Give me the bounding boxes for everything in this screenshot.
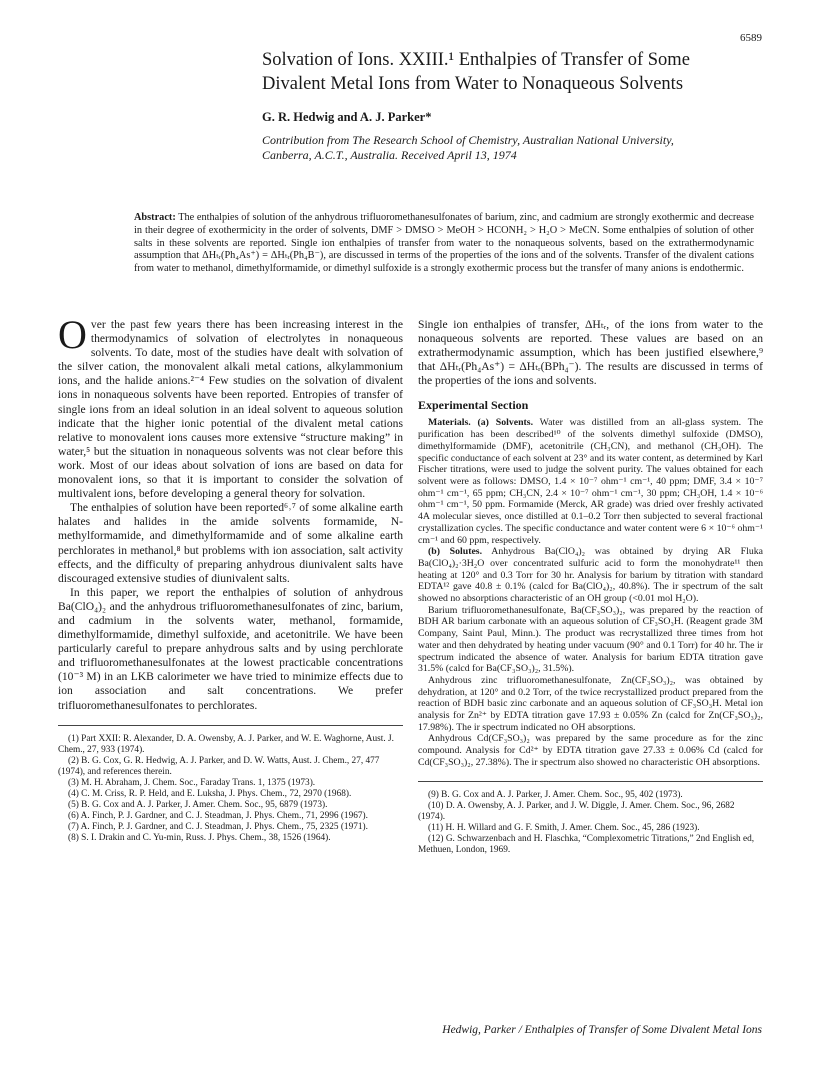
title-block: [262, 48, 762, 163]
running-footer: Hedwig, Parker / Enthalpies of Transfer of Some Divalent Metal Ions: [442, 1024, 762, 1036]
intro-paragraph-2: The enthalpies of solution have been reported⁶˒⁷ of some alkaline earth halates and halides in the amide solvents formamide, N-methylformamide, and dimethylformamide and of some alkaline earth perchlorates in methanol,⁸ but problems with ion association, salt activity effects, and the difficulty of preparing anhydrous diunivalent salts have discouraged extensive studies of diunivalent salts.: [58, 501, 403, 585]
barium-paragraph: Barium trifluoromethanesulfonate, Ba(CF₃SO₃)₂, was prepared by the reaction of BDH AR barium carbonate with an aqueous solution of CF₃SO₃H. (Reagent grade 3M Company, Saint Paul, Minn.). The product was recrystallized three times from hot water and then dehydrated by heating under vacuum (90° and 0.1 Torr) for 40 hr. The ir spectrum indicated the absence of water. Analysis for barium EDTA titration gave 31.5% (calcd for Ba(CF₃SO₃)₂, 31.5%).: [418, 604, 763, 675]
references-right: [418, 781, 763, 856]
affiliation-line-1: Contribution from The Research School of Chemistry, Australian National University,: [262, 133, 674, 147]
reference-item: (5) B. G. Cox and A. J. Parker, J. Amer. Chem. Soc., 95, 6879 (1973).: [68, 799, 328, 810]
authors: G. R. Hedwig and A. J. Parker*: [262, 110, 432, 124]
right-paragraph-1: Single ion enthalpies of transfer, ΔHₜᵣ, of the ions from water to the nonaqueous solvents are reported. These values are based on an extrathermodynamic assumption, which has been justified elsewhere,⁹ that ΔHₜᵣ(Ph₄As⁺) = ΔHₜᵣ(BPh₄⁻). The results are discussed in terms of the properties of the ions and solvents.: [418, 318, 763, 388]
reference-item: (7) A. Finch, P. J. Gardner, and C. J. Steadman, J. Phys. Chem., 75, 2325 (1971).: [68, 821, 368, 832]
affiliation-line-2: Canberra, A.C.T., Australia. Received April 13, 1974: [262, 148, 517, 162]
reference-item: (4) C. M. Criss, R. P. Held, and E. Luksha, J. Phys. Chem., 72, 2970 (1968).: [68, 788, 352, 799]
materials-text: Water was distilled from an all-glass system. The purification has been described¹⁰ of the solvents dimethyl sulfoxide (DMSO), dimethylformamide (DMF), acetonitrile (CH₃CN), and methanol (CH₃OH). The specific conductance of each solvent at 23° and its water content, as determined by Karl Fischer titrations, were used to judge the solvent purity. The values obtained for each solvent were as follows: DMSO, 1.4 × 10⁻⁷ ohm⁻¹ cm⁻¹, 40 ppm; DMF, 3.4 × 10⁻⁷ ohm⁻¹ cm⁻¹, 65 ppm; CH₃CN, 2.4 × 10⁻⁷ ohm⁻¹ cm⁻¹, 30 ppm; CH₃OH, 1.4 × 10⁻⁶ ohm⁻¹ cm⁻¹, 50 ppm. Formamide (Merck, AR grade) was dried over freshly activated 4A molecular sieves, once distilled at 0.1–0.2 Torr then subjected to several fractional crystallization cycles. The specific conductance and water content were 6 × 10⁻⁶ ohm⁻¹ cm⁻¹ and 60 ppm, respectively.: [418, 417, 763, 546]
affiliation: [262, 133, 762, 163]
solutes-subhead: (b) Solutes.: [428, 546, 483, 558]
page-number: 6589: [740, 32, 762, 44]
references-left: [58, 725, 403, 844]
reference-item: (8) S. I. Drakin and C. Yu-min, Russ. J. Phys. Chem., 38, 1526 (1964).: [68, 832, 331, 843]
abstract: [134, 212, 754, 276]
article-title: [262, 48, 762, 96]
left-column: [58, 312, 403, 844]
intro-paragraph-1-text: ver the past few years there has been increasing interest in the thermodynamics of solvation of electrolytes in nonaqueous solvents. To date, most of the studies have dealt with solvation of the silver cation, the monovalent alkali metal cations, alkylammonium ions, and the halide anions.²⁻⁴ Few studies on the solvation of divalent ions in nonaqueous solvents have been reported. Entropies of transfer of single ions from an ideal solution in an ideal solvent to aqueous solution indicate that the higher ionic potential of the divalent metal cations relative to monovalent ions causes more extensive “structure making” in water,⁵ but the situation in nonaqueous solvents was not clear before this work. Most of our ideas about solvation of ions are based on data for monovalent ions, so that it is important to consider the solvation of multivalent ions, before developing a general theory for solvation.: [58, 318, 403, 501]
reference-item: (11) H. H. Willard and G. F. Smith, J. Amer. Chem. Soc., 45, 286 (1923).: [428, 822, 700, 833]
reference-item: (6) A. Finch, P. J. Gardner, and C. J. Steadman, J. Phys. Chem., 71, 2996 (1967).: [68, 810, 368, 821]
materials-paragraph: [418, 417, 763, 546]
cadmium-paragraph: Anhydrous Cd(CF₃SO₃)₂ was prepared by the same procedure as for the zinc compound. Analysis for Cd²⁺ by EDTA titration gave 27.33 ± 0.06% Cd (calcd for Cd(CF₃SO₃)₂, 27.38%). The ir spectrum also showed no characteristic OH absorptions.: [418, 733, 763, 768]
materials-subhead: Materials. (a) Solvents.: [428, 417, 534, 429]
reference-item: (10) D. A. Owensby, A. J. Parker, and J. W. Diggle, J. Amer. Chem. Soc., 96, 2682 (1974).: [418, 800, 735, 822]
zinc-paragraph: Anhydrous zinc trifluoromethanesulfonate, Zn(CF₃SO₃)₂, was obtained by dehydration, at 120° and 0.2 Torr, of the twice recrystallized product prepared from the reaction of BDH basic zinc carbonate and an aqueous solution of CF₃SO₃H. Metal ion analysis for Zn²⁺ by EDTA titration gave 17.93 ± 0.05% Zn (calcd for Zn(CF₃SO₃)₂, 17.98%). The ir spectrum indicated no OH absorptions.: [418, 674, 763, 733]
reference-item: (1) Part XXII: R. Alexander, D. A. Owensby, A. J. Parker, and W. E. Waghorne, Aust. J. Chem., 27, 933 (1974).: [58, 733, 394, 755]
title-line-2: Divalent Metal Ions from Water to Nonaqueous Solvents: [262, 74, 684, 94]
reference-item: (3) M. H. Abraham, J. Chem. Soc., Faraday Trans. 1, 1375 (1973).: [68, 777, 316, 788]
solutes-paragraph: [418, 546, 763, 605]
reference-item: (12) G. Schwarzenbach and H. Flaschka, “Complexometric Titrations,” 2nd English ed, Methuen, London, 1969.: [418, 833, 755, 855]
intro-paragraph-1: [58, 312, 403, 501]
abstract-text: The enthalpies of solution of the anhydrous trifluoromethanesulfonates of barium, zinc, and cadmium are strongly exothermic and decrease in their degree of exothermicity in the order of solvents, DMF > DMSO > MeOH > HCONH₂ > H₂O > MeCN. Some enthalpies of solution of other salts in these solvents are reported. Single ion enthalpies of transfer from water to the nonaqueous solvents, based on the extrathermodynamic assumption that ΔHₜᵣ(Ph₄As⁺) = ΔHₜᵣ(Ph₄B⁻), are discussed in terms of the properties of the ions and of the solvents. Transfer of the divalent cations from water to methanol, dimethylformamide, or dimethyl sulfoxide is a strongly exothermic process but the transfer of many anions is endothermic.: [134, 212, 754, 275]
reference-item: (2) B. G. Cox, G. R. Hedwig, A. J. Parker, and D. W. Watts, Aust. J. Chem., 27, 477 (1974), and references therein.: [58, 755, 380, 777]
title-line-1: Solvation of Ions. XXIII.¹ Enthalpies of Transfer of Some: [262, 50, 690, 70]
solutes-text: Anhydrous Ba(ClO₄)₂ was obtained by drying AR Fluka Ba(ClO₄)₂·3H₂O over concentrated sulfuric acid to form the monohydrate¹¹ then heating at 120° and 0.3 Torr for 30 hr. Analysis for barium by titration with standard EDTA¹² gave 40.8 ± 0.1% (calcd for Ba(ClO₄)₂, 40.8%). The ir spectrum of the salt showed no absorptions characteristic of an OH group (<0.01 mol H₂O).: [418, 546, 763, 605]
abstract-label: Abstract:: [134, 212, 176, 223]
right-column: [418, 318, 763, 856]
reference-item: (9) B. G. Cox and A. J. Parker, J. Amer. Chem. Soc., 95, 402 (1973).: [428, 789, 683, 800]
section-heading: Experimental Section: [418, 398, 529, 413]
drop-cap: O: [58, 312, 87, 357]
intro-paragraph-3: In this paper, we report the enthalpies of solution of anhydrous Ba(ClO₄)₂ and the anhydrous trifluoromethanesulfonates of zinc, barium, and cadmium in the solvents water, methanol, formamide, dimethylformamide, dimethyl sulfoxide, and acetonitrile. We have been particularly careful to prepare anhydrous salts and by using perchlorate and trifluoromethanesulfonates at the lowest practicable concentrations (10⁻³ M) in an LKB calorimeter we have tried to minimize effects due to ion association and salt concentrations. We prefer trifluoromethanesulfonates to perchlorates.: [58, 585, 403, 712]
